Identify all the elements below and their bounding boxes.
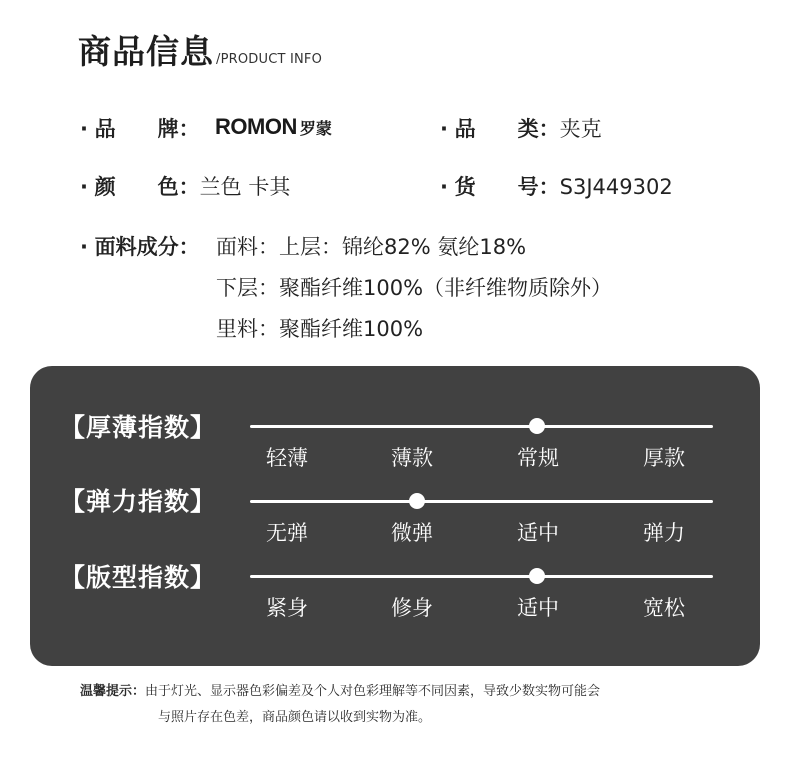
- elasticity-option: 微弹: [391, 521, 433, 545]
- material-line-3: 里料：聚酯纤维100%: [216, 317, 424, 341]
- note-text-1: 由于灯光、显示器色彩偏差及个人对色彩理解等不同因素，导致少数实物可能会: [145, 684, 601, 699]
- elasticity-option: 弹力: [643, 521, 685, 545]
- material-label: 面料成分：: [94, 235, 200, 259]
- brand-logo-en: ROMON: [215, 114, 297, 139]
- color-row: [80, 173, 290, 201]
- material-line-2: 下层：聚酯纤维100%（非纤维物质除外）: [216, 276, 613, 300]
- title-cn: 商品信息: [78, 32, 214, 71]
- note-label: 温馨提示：: [80, 684, 146, 699]
- bullet: ·: [80, 117, 88, 141]
- color-value: 兰色 卡其: [199, 175, 291, 199]
- sku-row: [440, 173, 673, 201]
- material-line-1: 面料：上层：锦纶82% 氨纶18%: [216, 235, 527, 259]
- material-row: [80, 233, 200, 261]
- elasticity-level-knob: [409, 493, 425, 509]
- elasticity-slider: [250, 500, 713, 503]
- category-label: 品 类：: [454, 117, 560, 141]
- category-value: 夹克: [559, 117, 602, 141]
- fit-level-knob: [529, 568, 545, 584]
- page-title: [78, 30, 322, 74]
- note-line-1: [80, 681, 600, 703]
- brand-row: [80, 115, 200, 143]
- fit-option: 宽松: [643, 596, 685, 620]
- fit-slider: [250, 575, 713, 578]
- fit-option: 适中: [517, 596, 559, 620]
- thickness-level-knob: [529, 418, 545, 434]
- index-panel: [30, 366, 760, 666]
- fit-index-title: 【版型指数】: [60, 563, 217, 592]
- brand-label: 品 牌：: [94, 117, 200, 141]
- bullet: ·: [80, 235, 88, 259]
- bullet: ·: [440, 175, 448, 199]
- title-en: /PRODUCT INFO: [216, 52, 323, 67]
- elasticity-option: 无弹: [266, 521, 308, 545]
- fit-option: 修身: [391, 596, 433, 620]
- elasticity-index-title: 【弹力指数】: [60, 487, 217, 516]
- thickness-slider: [250, 425, 713, 428]
- fit-option: 紧身: [266, 596, 308, 620]
- bullet: ·: [80, 175, 88, 199]
- thickness-option: 常规: [517, 446, 559, 470]
- brand-logo: [215, 114, 332, 140]
- thickness-option: 厚款: [643, 446, 685, 470]
- sku-label: 货 号：: [454, 175, 560, 199]
- thickness-option: 轻薄: [266, 446, 308, 470]
- color-label: 颜 色：: [94, 175, 200, 199]
- bullet: ·: [440, 117, 448, 141]
- thickness-index-title: 【厚薄指数】: [60, 413, 217, 442]
- note-text-2: 与照片存在色差，商品颜色请以收到实物为准。: [158, 710, 432, 725]
- category-row: [440, 115, 602, 143]
- sku-value: S3J449302: [559, 175, 673, 199]
- thickness-option: 薄款: [391, 446, 433, 470]
- brand-logo-cn: 罗蒙: [299, 118, 332, 138]
- elasticity-option: 适中: [517, 521, 559, 545]
